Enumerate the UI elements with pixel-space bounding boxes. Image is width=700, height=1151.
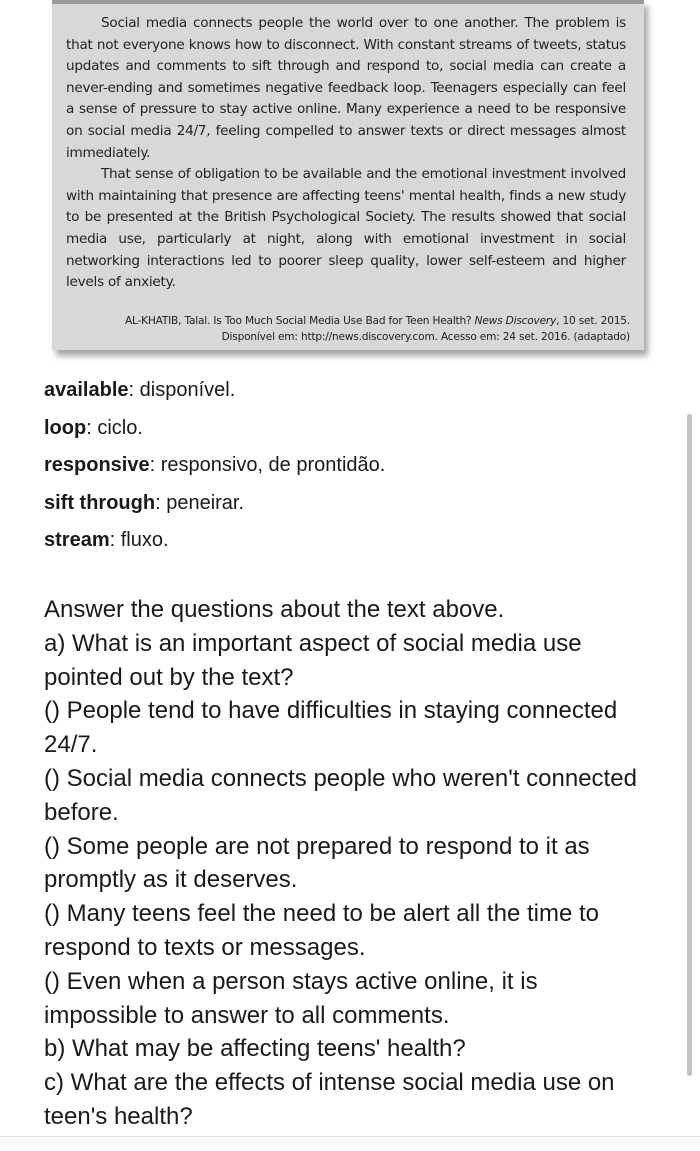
glossary-item: [44, 452, 644, 490]
questions-instruction: Answer the questions about the text above.: [44, 596, 505, 623]
question-a-option[interactable]: () Some people are not prepared to respond to it as promptly as it deserves.: [44, 832, 590, 894]
glossary-definition: : ciclo.: [86, 416, 143, 439]
questions: [44, 593, 654, 1134]
glossary-item: [44, 527, 644, 565]
question-a-prompt: a) What is an important aspect of social media use pointed out by the text?: [44, 629, 582, 691]
glossary-definition: : fluxo.: [109, 529, 169, 552]
glossary-term: loop: [44, 416, 87, 439]
text-card-photo: [52, 0, 644, 350]
citation-source: News Discovery: [474, 315, 557, 327]
glossary: [44, 377, 644, 565]
glossary-definition: : responsivo, de prontidão.: [149, 454, 386, 477]
citation-author-title: AL-KHATIB, Talal. Is Too Much Social Media Use Bad for Teen Health?: [124, 315, 472, 327]
card-top-edge: [52, 0, 644, 4]
glossary-term: available: [44, 379, 129, 401]
glossary-definition: : disponível.: [128, 379, 236, 401]
glossary-term: stream: [44, 529, 110, 552]
citation-availability: Disponível em: http://news.discovery.com. Acesso em: 24 set. 2016. (adaptado): [221, 331, 630, 343]
vertical-scrollbar[interactable]: [687, 414, 692, 1076]
question-a-option[interactable]: () Even when a person stays active online, it is impossible to answer to all comments.: [44, 967, 538, 1029]
glossary-item: [44, 490, 644, 528]
glossary-definition: : peneirar.: [155, 491, 245, 514]
reading-passage: [66, 13, 626, 294]
bottom-edge: [0, 1136, 700, 1151]
question-b: b) What may be affecting teens' health?: [44, 1035, 466, 1063]
question-a-option[interactable]: () People tend to have difficulties in staying connected 24/7.: [44, 697, 618, 759]
question-a-option[interactable]: () Social media connects people who weren't connected before.: [44, 764, 637, 826]
citation: [70, 313, 630, 345]
passage-paragraph-1: Social media connects people the world over to one another. The problem is that not everyone knows how to disconnect. With constant streams of tweets, status updates and comments to sift through and respond to, social media can create a never-ending and sometimes negative feedback loop. Teenagers especially can feel a sense of pressure to stay active online. Many experience a need to be responsive on social media 24/7, feeling compelled to answer texts or direct messages almost immediately.: [66, 15, 626, 161]
glossary-item: [44, 377, 644, 415]
citation-date: , 10 set. 2015.: [556, 315, 630, 327]
glossary-term: sift through: [44, 491, 156, 514]
question-c: c) What are the effects of intense social media use on teen's health?: [44, 1069, 615, 1130]
passage-paragraph-2: That sense of obligation to be available and the emotional investment involved with maintaining that presence are affecting teens' mental health, finds a new study to be presented at the British Psychological Society. The results showed that social media use, particularly at night, along with emotional investment in social networking interactions led to poorer sleep quality, lower self-esteem and higher levels of anxiety.: [66, 166, 626, 291]
citation-line-1: [70, 313, 630, 329]
question-a-option[interactable]: () Many teens feel the need to be alert all the time to respond to texts or messages.: [44, 900, 599, 961]
glossary-item: [44, 415, 644, 453]
glossary-term: responsive: [44, 454, 150, 477]
